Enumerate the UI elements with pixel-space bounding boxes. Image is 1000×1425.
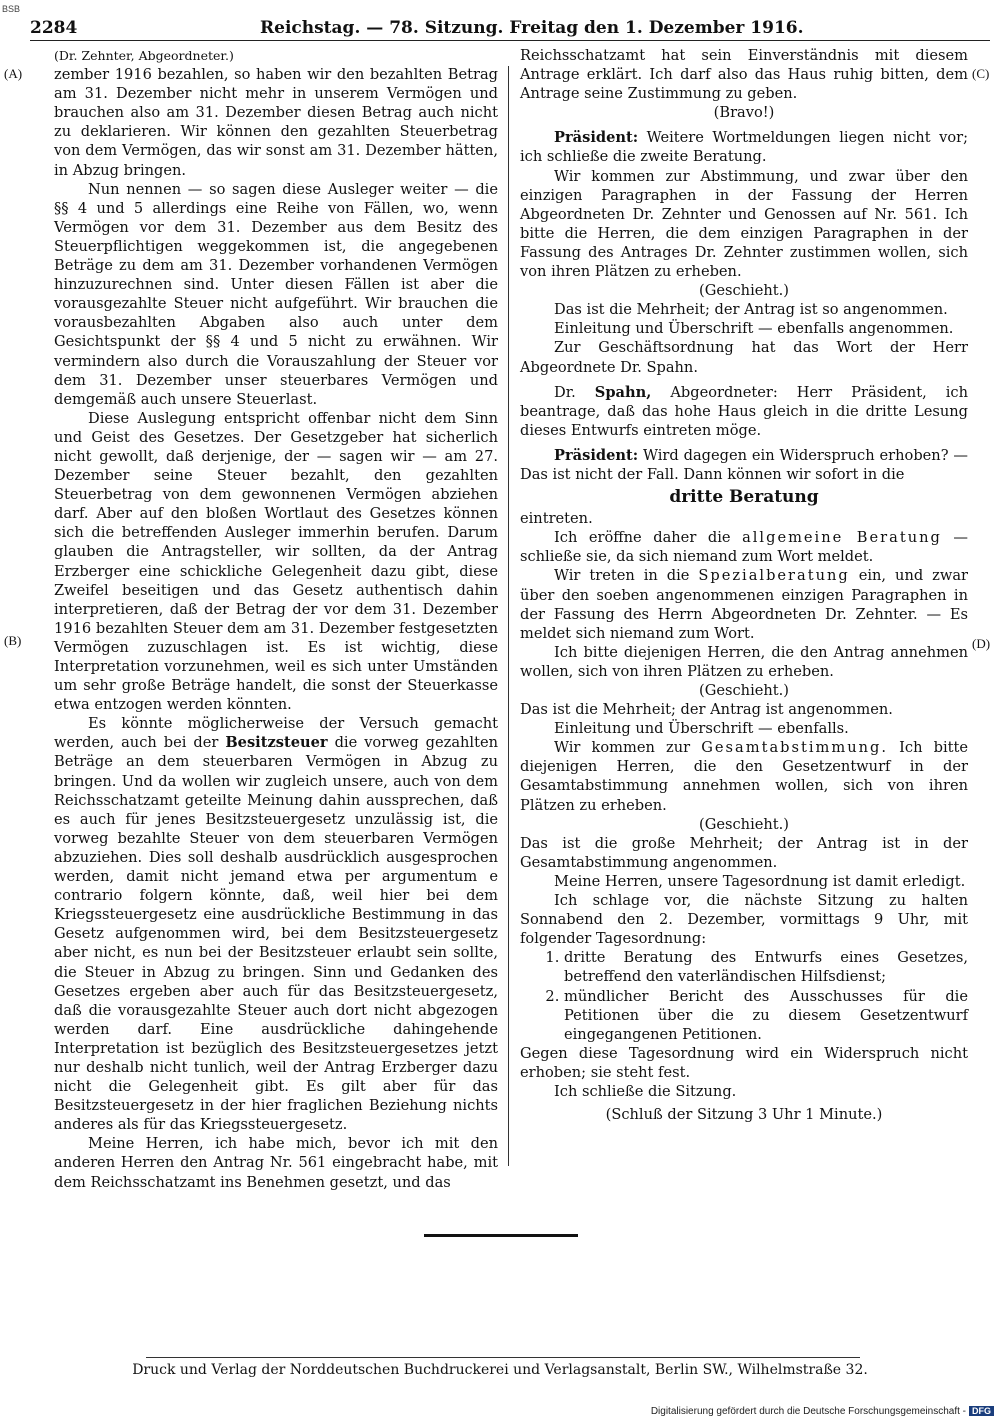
paragraph: Das ist die Mehrheit; der Antrag ist so angenommen. — [554, 301, 948, 319]
library-tag: BSB — [2, 4, 21, 14]
left-column — [54, 46, 498, 1192]
paragraph: Diese Auslegung entspricht offenbar nicht dem Sinn und Geist des Gesetzes. Der Gesetzgeber hat sicherlich nicht gewollt, daß derjenige, der — sagen wir — am 27. Dezember seine Steuer bezahlt, den gezahlten Steuerbetrag von dem gewonnenen Vermögen abziehen darf. Aber auf den bloßen Wortlaut des Gesetzes können sich die betreffenden Ausleger immerhin berufen. Darum glauben die Antragsteller, wir sollten, da der Antrag Erzberger eine schickliche Gelegenheit dazu gibt, diese Zweifel beseitigen und das Gesetz authentisch dahin interpretieren, daß der Betrag der vor dem 31. Dezember 1916 bezahlten Steuer dem am 31. Dezember festgesetzten Vermögen zuzuschlagen ist. Es ist wichtig, diese Interpretation vorzunehmen, weil es sich unter Umständen um sehr große Beträge handelt, die sonst der Steuerkasse etwa entzogen werden könnten. — [54, 409, 498, 714]
column-divider — [508, 66, 509, 1166]
paragraph: Meine Herren, unsere Tagesordnung ist damit erledigt. — [554, 872, 966, 890]
paragraph: Gegen diese Tagesordnung wird ein Widerspruch nicht erhoben; sie steht fest. — [520, 1044, 968, 1081]
interjection: (Geschieht.) — [699, 815, 789, 833]
printer-imprint: Druck und Verlag der Norddeutschen Buchdruckerei und Verlagsanstalt, Berlin SW., Wilhelmstraße 32. — [132, 1362, 868, 1378]
paragraph: Das ist die große Mehrheit; der Antrag ist in der Gesamtabstimmung angenommen. — [520, 834, 968, 871]
paragraph: Präsident: Weitere Wortmeldungen liegen nicht vor; ich schließe die zweite Beratung. — [520, 129, 969, 166]
list-item: 2. mündlicher Bericht des Ausschusses für die Petitionen über die zu diesem Gesetzentwurf eingegangenen Petitionen. — [564, 987, 968, 1044]
list-item: 1. dritte Beratung des Entwurfs eines Gesetzes, betreffend den vaterländischen Hilfsdienst; — [564, 948, 968, 986]
section-heading: dritte Beratung — [669, 487, 819, 508]
end-rule — [424, 1234, 578, 1237]
paragraph: Reichsschatzamt hat sein Einverständnis mit diesem Antrage erklärt. Ich darf also das Haus ruhig bitten, dem Antrage seine Zustimmung zu geben. — [520, 47, 968, 103]
paragraph: Wir treten in die Spezialberatung ein, und zwar über den soeben angenommenen einzigen Paragraphen in der Fassung des Herrn Abgeordneten Dr. Zehnter. — Es meldet sich niemand zum Wort. — [520, 567, 969, 642]
paragraph: Ich bitte diejenigen Herren, die den Antrag annehmen wollen, sich von ihren Plätzen zu erheben. — [520, 643, 968, 680]
paragraph: Zur Geschäftsordnung hat das Wort der Herr Abgeordnete Dr. Spahn. — [520, 339, 968, 376]
paragraph: Wir kommen zur Abstimmung, und zwar über den einzigen Paragraphen in der Fassung der Herren Abgeordneten Dr. Zehnter und Genossen auf Nr. 561. Ich bitte die Herren, die dem einzigen Paragraphen in der Fassung des Antrages Dr. Zehnter zustimmen wollen, sich von ihren Plätzen zu erheben. — [520, 167, 968, 281]
page-header — [30, 18, 990, 41]
speaker-label: Spahn, — [594, 383, 652, 401]
speaker-label: Präsident: — [554, 446, 639, 464]
agenda-list — [520, 948, 968, 1043]
paragraph: Einleitung und Überschrift — ebenfalls. — [554, 720, 849, 738]
paragraph: Ich eröffne daher die allgemeine Beratung — schließe sie, da sich niemand zum Wort meldet. — [520, 529, 969, 566]
paragraph: zember 1916 bezahlen, so haben wir den bezahlten Betrag am 31. Dezember nicht mehr in unserem Vermögen und brauchen also am 31. Dezember diesen Betrag auch nicht zu deklarieren. Wir können den gezahlten Steuerbetrag von dem Vermögen, das wir sonst am 31. Dezember hätten, in Abzug bringen. — [54, 66, 498, 179]
paragraph: Ich schlage vor, die nächste Sitzung zu halten Sonnabend den 2. Dezember, vormittags 9 Uhr, mit folgender Tagesordnung: — [520, 892, 968, 948]
paragraph: Wir kommen zur Gesamtabstimmung. Ich bitte diejenigen Herren, die den Gesetzentwurf in der Gesamtabstimmung annehmen wollen, sich von ihren Plätzen zu erheben. — [520, 739, 969, 814]
margin-letter-b: (B) — [4, 633, 22, 648]
page-number: 2284 — [30, 18, 78, 38]
paragraph: Meine Herren, ich habe mich, bevor ich mit den anderen Herren den Antrag Nr. 561 eingebracht habe, mit dem Reichsschatzamt ins Benehmen gesetzt, und das — [54, 1135, 498, 1191]
paragraph: Es könnte möglicherweise der Versuch gemacht werden, auch bei der Besitzsteuer die vorweg gezahlten Beträge an dem steuerbaren Vermögen in Abzug zu bringen. Und da wollen wir zugleich unsere, auch von dem Reichsschatzamt geteilte Meinung dahin aussprechen, daß es auch für jenes Besitzsteuergesetz unzulässig ist, die vorweg bezahlte Steuer von dem steuerbaren Vermögen abzuziehen. Dies soll deshalb ausdrücklich ausgesprochen werden, damit nicht jemand etwa per argumentum e contrario folgern könnte, daß, weil hier bei dem Kriegssteuergesetz eine ausdrückliche Bestimmung in das Gesetz aufgenommen wird, bei dem Besitzsteuergesetz aber nicht, es nun bei der Besitzsteuer erlaubt sein sollte, die Steuer in Abzug zu bringen. Sinn und Gedanken des Gesetzes ergeben aber auch für das Besitzsteuergesetz, daß die vorausgezahlte Steuer auch dort nicht abgezogen werden darf. Eine ausdrückliche dahingehende Interpretation ist bezüglich des Besitzsteuergesetzes jetzt nur deshalb nicht tunlich, weil der Antrag Erzberger dazu nicht die Gelegenheit gibt. Es gilt aber für das Besitzsteuergesetz in der hier fraglichen Beziehung nichts anderes als für das Kriegssteuergesetz. — [54, 715, 498, 1134]
interjection: (Geschieht.) — [699, 282, 789, 300]
speaker-heading: (Dr. Zehnter, Abgeordneter.) — [54, 48, 234, 63]
page-title: Reichstag. — 78. Sitzung. Freitag den 1. Dezember 1916. — [260, 18, 804, 38]
paragraph: Das ist die Mehrheit; der Antrag ist angenommen. — [520, 701, 893, 719]
dfg-logo: DFG — [969, 1406, 994, 1416]
digitization-note: Digitalisierung gefördert durch die Deutsche Forschungsgemeinschaft - DFG — [651, 1406, 994, 1417]
interjection: (Bravo!) — [713, 104, 775, 122]
footer-rule — [146, 1357, 860, 1358]
bold-term: Besitzsteuer — [225, 734, 328, 752]
speaker-label: Präsident: — [554, 129, 639, 147]
right-column — [520, 46, 968, 1124]
paragraph: Dr. Spahn, Abgeordneter: Herr Präsident, ich beantrage, daß das hohe Haus gleich in die dritte Lesung dieses Entwurfs eintreten möge. — [520, 383, 969, 439]
paragraph: Einleitung und Überschrift — ebenfalls angenommen. — [554, 320, 954, 338]
paragraph: Nun nennen — so sagen diese Ausleger weiter — die §§ 4 und 5 allerdings eine Reihe von Fällen, wo, wenn Vermögen vor dem 31. Dezember aus dem Besitz des Steuerpflichtigen weggekommen ist, die angegebenen Beträge zu dem am 31. Dezember vorhandenen Vermögen hinzuzurechnen sind. Unter diesen Fällen ist aber die vorausgezahlte Steuer nicht aufgeführt. Wir brauchen die vorausbezahlten Abgaben also auch unter dem Gesichtspunkt der §§ 4 und 5 nicht zu erwähnen. Wir vermindern also durch die Vorauszahlung der Steuer vor dem 31. Dezember unser steuerbares Vermögen und demgemäß auch unsere Steuerlast. — [54, 180, 498, 408]
margin-letter-d: (D) — [972, 636, 991, 651]
paragraph: Ich schließe die Sitzung. — [554, 1082, 737, 1100]
paragraph: eintreten. — [520, 510, 593, 528]
interjection: (Geschieht.) — [699, 682, 789, 699]
paragraph: Präsident: Wird dagegen ein Widerspruch erhoben? — Das ist nicht der Fall. Dann können wir sofort in die — [520, 446, 968, 483]
margin-letter-a: (A) — [4, 66, 23, 81]
margin-letter-c: (C) — [972, 66, 990, 81]
closing-note: (Schluß der Sitzung 3 Uhr 1 Minute.) — [605, 1106, 883, 1124]
